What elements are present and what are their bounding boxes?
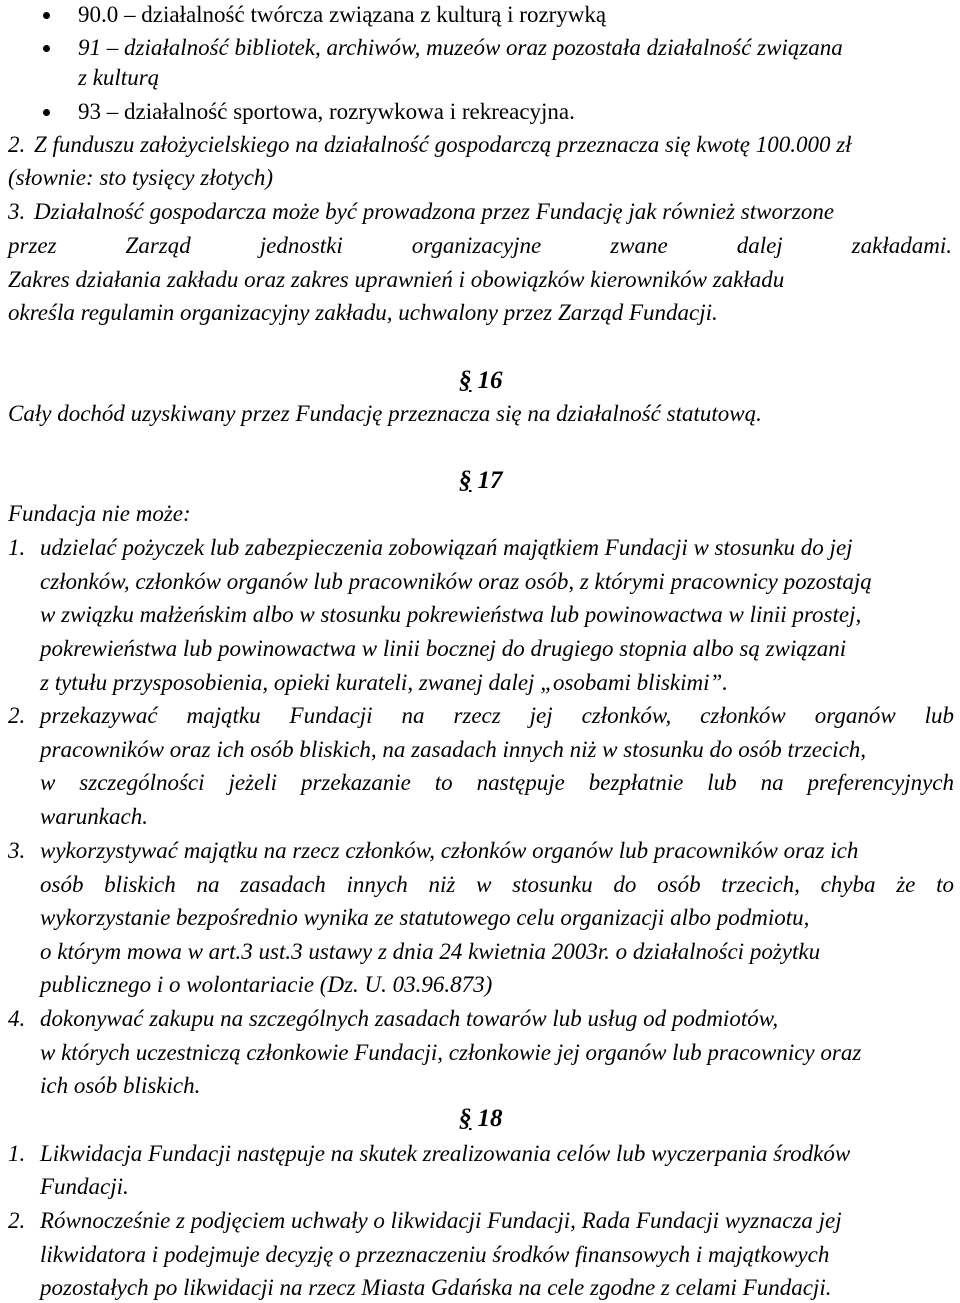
- bullet-item-continuation: z kulturą: [78, 65, 160, 90]
- list-number: 2.: [8, 1208, 26, 1233]
- list-number: 2.: [8, 703, 26, 728]
- section-intro: Fundacja nie może:: [8, 501, 191, 526]
- section-heading: [459, 366, 503, 396]
- list-item-line: z tytułu przysposobienia, opieki kurateli, zwanej dalej „osobami bliskimi”.: [40, 670, 729, 695]
- paragraph-number: 3.: [8, 199, 26, 224]
- list-item-line: udzielać pożyczek lub zabezpieczenia zobowiązań majątkiem Fundacji w stosunku do jej: [40, 535, 853, 560]
- list-number: 4.: [8, 1006, 26, 1031]
- list-item-line: dokonywać zakupu na szczególnych zasadach towarów lub usług od podmiotów,: [40, 1006, 779, 1031]
- list-item-line: pracowników oraz ich osób bliskich, na zasadach innych niż w stosunku do osób trzecich,: [40, 737, 867, 762]
- section-sign: §: [459, 1105, 472, 1132]
- bullet-marker: [43, 45, 50, 52]
- list-item-line: pokrewieństwa lub powinowactwa w linii bocznej do drugiego stopnia albo są związani: [40, 636, 847, 661]
- list-item-line: w związku małżeńskim albo w stosunku pokrewieństwa lub powinowactwa w linii prostej,: [40, 602, 862, 627]
- list-item-line: warunkach.: [40, 804, 148, 829]
- bullet-marker: [43, 12, 50, 19]
- list-item-line: Fundacji.: [40, 1174, 129, 1199]
- paragraph-text: określa regulamin organizacyjny zakładu, uchwalony przez Zarząd Fundacji.: [8, 300, 718, 325]
- list-item-line: o którym mowa w art.3 ust.3 ustawy z dnia 24 kwietnia 2003r. o działalności pożytku: [40, 939, 821, 964]
- section-number: 17: [477, 467, 503, 494]
- list-item-line: likwidatora i podejmuje decyzję o przeznaczeniu środków finansowych i majątkowych: [40, 1242, 830, 1267]
- section-number: 16: [477, 367, 503, 394]
- bullet-item: 91 – działalność bibliotek, archiwów, muzeów oraz pozostała działalność związana: [78, 35, 843, 60]
- paragraph-text: Z funduszu założycielskiego na działalność gospodarczą przeznacza się kwotę 100.000 zł: [34, 132, 852, 157]
- section-number: 18: [477, 1105, 503, 1132]
- list-item-line: pozostałych po likwidacji na rzecz Miasta Gdańska na cele zgodne z celami Fundacji.: [40, 1275, 832, 1300]
- paragraph-text: (słownie: sto tysięcy złotych): [8, 165, 274, 190]
- list-number: 1.: [8, 535, 26, 560]
- list-item-line: w szczególności jeżeli przekazanie to następuje bezpłatnie lub na preferencyjnych: [40, 770, 954, 795]
- list-item-line: wykorzystanie bezpośrednio wynika ze statutowego celu organizacji albo podmiotu,: [40, 905, 810, 930]
- list-item-line: osób bliskich na zasadach innych niż w stosunku do osób trzecich, chyba że to: [40, 872, 954, 897]
- section-heading: [459, 466, 503, 496]
- section-sign: §: [459, 467, 472, 494]
- section-heading: [459, 1104, 503, 1134]
- section-text: Cały dochód uzyskiwany przez Fundację przeznacza się na działalność statutową.: [8, 401, 762, 426]
- list-item-line: w których uczestniczą członkowie Fundacji, członkowie jej organów lub pracownicy oraz: [40, 1040, 862, 1065]
- list-number: 3.: [8, 838, 26, 863]
- list-item-line: Likwidacja Fundacji następuje na skutek zrealizowania celów lub wyczerpania środków: [40, 1141, 851, 1166]
- list-item-line: publicznego i o wolontariacie (Dz. U. 03.96.873): [40, 972, 493, 997]
- list-item-line: przekazywać majątku Fundacji na rzecz jej członków, członków organów lub: [40, 703, 954, 728]
- bullet-item: 90.0 – działalność twórcza związana z kulturą i rozrywką: [78, 2, 607, 27]
- list-item-line: Równocześnie z podjęciem uchwały o likwidacji Fundacji, Rada Fundacji wyznacza jej: [40, 1208, 842, 1233]
- paragraph-text: Zakres działania zakładu oraz zakres uprawnień i obowiązków kierowników zakładu: [8, 267, 785, 292]
- paragraph-text: Działalność gospodarcza może być prowadzona przez Fundację jak również stworzone: [34, 199, 835, 224]
- list-item-line: członków, członków organów lub pracowników oraz osób, z którymi pracownicy pozostają: [40, 569, 872, 594]
- paragraph-number: 2.: [8, 132, 26, 157]
- bullet-item: 93 – działalność sportowa, rozrywkowa i rekreacyjna.: [78, 99, 575, 124]
- list-item-line: ich osób bliskich.: [40, 1073, 201, 1098]
- list-number: 1.: [8, 1141, 26, 1166]
- list-item-line: wykorzystywać majątku na rzecz członków, członków organów lub pracowników oraz ich: [40, 838, 859, 863]
- bullet-marker: [43, 109, 50, 116]
- paragraph-text: przez Zarząd jednostki organizacyjne zwane dalej zakładami.: [8, 233, 952, 258]
- section-sign: §: [459, 367, 472, 394]
